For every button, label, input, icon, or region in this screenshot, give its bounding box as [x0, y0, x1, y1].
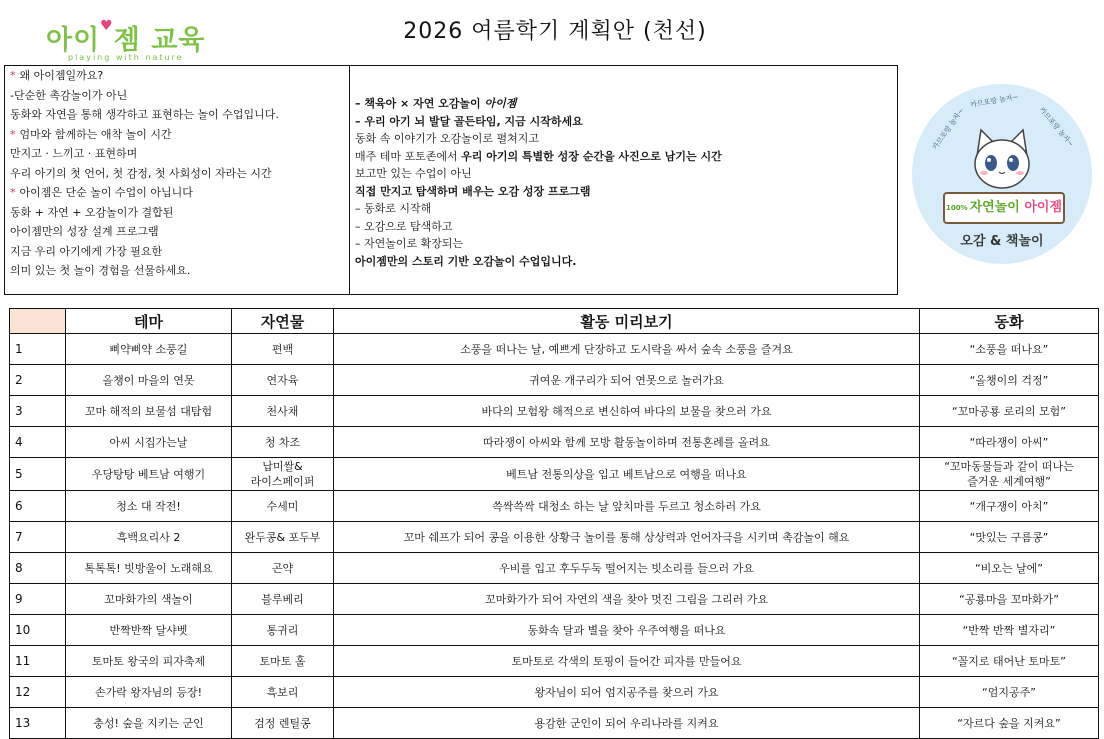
table-row: [10, 615, 1099, 646]
badge-arc-text: 카므포랑 놀자~: [931, 106, 966, 152]
cell-number: 7: [10, 522, 66, 553]
intro-line: [10, 144, 349, 164]
cell-nature: 토마토 홀: [232, 646, 334, 677]
intro-line: [10, 203, 349, 223]
header-cell-nature: 자연물: [232, 309, 334, 334]
cell-number: 12: [10, 677, 66, 708]
cell-nature: 천사채: [232, 396, 334, 427]
cell-number: 10: [10, 615, 66, 646]
intro-line-text: 우리 아기의 첫 언어, 첫 감정, 첫 사회성이 자라는 시간: [10, 166, 272, 180]
cell-number: 6: [10, 491, 66, 522]
cell-theme: 삐약삐약 소풍길: [66, 334, 232, 365]
table-row: [10, 677, 1099, 708]
cell-theme: 꼬마 해적의 보물섬 대탐험: [66, 396, 232, 427]
cell-theme: 충성! 숲을 지키는 군인: [66, 708, 232, 739]
cell-nature: 완두콩& 포두부: [232, 522, 334, 553]
cell-number: 11: [10, 646, 66, 677]
cell-story: “꼴지로 태어난 토마토”: [920, 646, 1099, 677]
cell-story: “따라쟁이 아씨”: [920, 427, 1099, 458]
cell-nature: 납미쌀& 라이스페이퍼: [232, 458, 334, 491]
cell-activity: 소풍을 떠나는 날, 예쁘게 단장하고 도시락을 싸서 숲속 소풍을 즐겨요: [334, 334, 920, 365]
intro-line: [10, 242, 349, 262]
intro-line: 동화 속 이야기가 오감놀이로 펼쳐지고: [355, 132, 540, 145]
intro-line: – 자연놀이로 확장되는: [355, 237, 464, 250]
intro-line-text: 지금 우리 아기에게 가장 필요한: [10, 244, 163, 258]
intro-line: 아이젬만의 스토리 기반 오감놀이 수업입니다.: [355, 254, 577, 268]
cell-story: “반짝 반짝 별자리”: [920, 615, 1099, 646]
cell-activity: 왕자님이 되어 엄지공주를 찾으러 가요: [334, 677, 920, 708]
table-row: [10, 646, 1099, 677]
cell-activity: 쓱싹쓱싹 대청소 하는 날 앞치마를 두르고 청소하러 가요: [334, 491, 920, 522]
intro-line-text: 동화 + 자연 + 오감놀이가 결합된: [10, 205, 174, 219]
cell-theme: 우당탕탕 베트남 여행기: [66, 458, 232, 491]
cell-story: “맛있는 구름콩”: [920, 522, 1099, 553]
intro-line: [10, 105, 349, 125]
header-cell-theme: 테마: [66, 309, 232, 334]
cell-activity: 토마토로 각색의 토핑이 들어간 피자를 만들어요: [334, 646, 920, 677]
cell-number: 9: [10, 584, 66, 615]
intro-line-text: 아이젬만의 성장 설계 프로그램: [10, 225, 159, 238]
intro-line: [10, 125, 349, 145]
cell-number: 5: [10, 458, 66, 491]
table-row: [10, 396, 1099, 427]
cell-activity: 따라쟁이 아씨와 함께 모방 활동놀이하며 전통혼례를 올려요: [334, 427, 920, 458]
asterisk-icon: *: [10, 186, 16, 199]
intro-left-column: [5, 66, 350, 294]
brand-badge: [912, 84, 1092, 264]
cell-activity: 꼬마화가가 되어 자연의 색을 찾아 멋진 그림을 그리러 가요: [334, 584, 920, 615]
cell-story: “개구쟁이 아치”: [920, 491, 1099, 522]
cell-activity: 꼬마 쉐프가 되어 콩을 이용한 상황극 놀이를 통해 상상력과 언어자극을 시키며 촉감놀이 해요: [334, 522, 920, 553]
logo-tagline: playing with nature: [68, 53, 184, 62]
header-cell-story: 동화: [920, 309, 1099, 334]
cell-theme: 토마토 왕국의 피자축제: [66, 646, 232, 677]
intro-line: [10, 261, 349, 281]
cell-story: “비오는 날에”: [920, 553, 1099, 584]
intro-line: [10, 164, 349, 184]
cell-theme: 올챙이 마을의 연못: [66, 365, 232, 396]
badge-banner: $^{100\%}$ 자연놀이 아이젬: [943, 192, 1065, 224]
cell-nature: 흑보리: [232, 677, 334, 708]
cell-story: “올챙이의 걱정”: [920, 365, 1099, 396]
cell-nature: 곤약: [232, 553, 334, 584]
intro-line: [10, 183, 349, 203]
cell-nature: 통귀리: [232, 615, 334, 646]
cell-activity: 귀여운 개구리가 되어 연못으로 놀러가요: [334, 365, 920, 396]
intro-line-text: 엄마와 함께하는 애착 놀이 시간: [19, 127, 172, 141]
cell-number: 2: [10, 365, 66, 396]
cell-activity: 동화속 달과 별을 찾아 우주여행을 떠나요: [334, 615, 920, 646]
asterisk-icon: *: [10, 69, 16, 82]
table-row: [10, 365, 1099, 396]
cell-number: 13: [10, 708, 66, 739]
cell-theme: 흑백요리사 2: [66, 522, 232, 553]
intro-line: [10, 86, 349, 106]
cell-nature: 연자육: [232, 365, 334, 396]
table-row: [10, 334, 1099, 365]
cell-story: “자르다 숲을 지켜요”: [920, 708, 1099, 739]
cell-theme: 아씨 시집가는날: [66, 427, 232, 458]
table-row: [10, 491, 1099, 522]
cell-story: “꼬마동물들과 같이 떠나는 즐거운 세계여행”: [920, 458, 1099, 491]
cell-number: 1: [10, 334, 66, 365]
cell-activity: 용감한 군인이 되어 우리나라를 지켜요: [334, 708, 920, 739]
cell-nature: 편백: [232, 334, 334, 365]
intro-line: 직접 만지고 탐색하며 배우는 오감 성장 프로그램: [355, 184, 591, 198]
intro-line-text: 아이젬은 단순 놀이 수업이 아닙니다: [19, 186, 193, 199]
table-row: [10, 522, 1099, 553]
plan-table: [9, 308, 1099, 739]
intro-line-text: 동화와 자연을 통해 생각하고 표현하는 놀이 수업입니다.: [10, 108, 279, 121]
intro-box: [4, 65, 898, 295]
intro-line: 매주 테마 포토존에서 우리 아기의 특별한 성장 순간을 사진으로 남기는 시간: [355, 149, 722, 163]
logo-name: 아이♥젬 교육: [46, 18, 206, 56]
cell-theme: 손가락 왕자님의 등장!: [66, 677, 232, 708]
badge-caption: 오감 & 책놀이: [960, 234, 1044, 249]
cell-nature: 검정 렌틸콩: [232, 708, 334, 739]
table-row: [10, 708, 1099, 739]
cell-activity: 바다의 모험왕 해적으로 변신하여 바다의 보물을 찾으러 가요: [334, 396, 920, 427]
brand-logo: [46, 18, 206, 64]
intro-line-text: 만지고 · 느끼고 · 표현하며: [10, 147, 138, 160]
table-row: [10, 584, 1099, 615]
cat-mascot-icon: [969, 126, 1035, 192]
intro-right-column: [350, 66, 897, 294]
cell-activity: 우비를 입고 후두두둑 떨어지는 빗소리를 들으러 가요: [334, 553, 920, 584]
intro-line-text: 의미 있는 첫 놀이 경험을 선물하세요.: [10, 264, 191, 277]
intro-line-text: -단순한 촉감놀이가 아닌: [10, 88, 128, 102]
intro-line: – 책육아 × 자연 오감놀이 아이젬: [355, 97, 517, 110]
cell-story: “꼬마공룡 로리의 모험”: [920, 396, 1099, 427]
cell-theme: 반짝반짝 달샤벳: [66, 615, 232, 646]
cell-number: 3: [10, 396, 66, 427]
cell-story: “공룡마을 꼬마화가”: [920, 584, 1099, 615]
cell-number: 4: [10, 427, 66, 458]
cell-nature: 수세미: [232, 491, 334, 522]
cell-theme: 청소 대 작전!: [66, 491, 232, 522]
intro-line: – 동화로 시작해: [355, 202, 432, 215]
cell-number: 8: [10, 553, 66, 584]
cell-nature: 블루베리: [232, 584, 334, 615]
intro-line: – 오감으로 탐색하고: [355, 219, 453, 233]
intro-line: 보고만 있는 수업이 아닌: [355, 167, 472, 180]
badge-arc-text: 카므포랑 놀자~: [969, 92, 1019, 110]
cell-nature: 청 차조: [232, 427, 334, 458]
header-cell-number: [10, 309, 66, 334]
table-row: [10, 553, 1099, 584]
table-header-row: [10, 309, 1099, 334]
badge-arc-text: 카므포랑 놀자~: [1037, 105, 1076, 149]
table-row: [10, 427, 1099, 458]
asterisk-icon: *: [10, 127, 16, 141]
table-row: [10, 458, 1099, 491]
intro-line: [10, 66, 349, 86]
intro-line: [10, 222, 349, 242]
intro-line: – 우리 아기 뇌 발달 골든타임, 지금 시작하세요: [355, 114, 583, 128]
header-cell-activity: 활동 미리보기: [334, 309, 920, 334]
cell-theme: 꼬마화가의 색놀이: [66, 584, 232, 615]
page-title: 2026 여름학기 계획안 (천선): [403, 19, 707, 44]
cell-activity: 베트남 전통의상을 입고 베트남으로 여행을 떠나요: [334, 458, 920, 491]
cell-story: “소풍을 떠나요”: [920, 334, 1099, 365]
cell-story: “엄지공주”: [920, 677, 1099, 708]
intro-line-text: 왜 아이젬일까요?: [19, 69, 104, 82]
cell-theme: 톡톡톡! 빗방울이 노래해요: [66, 553, 232, 584]
